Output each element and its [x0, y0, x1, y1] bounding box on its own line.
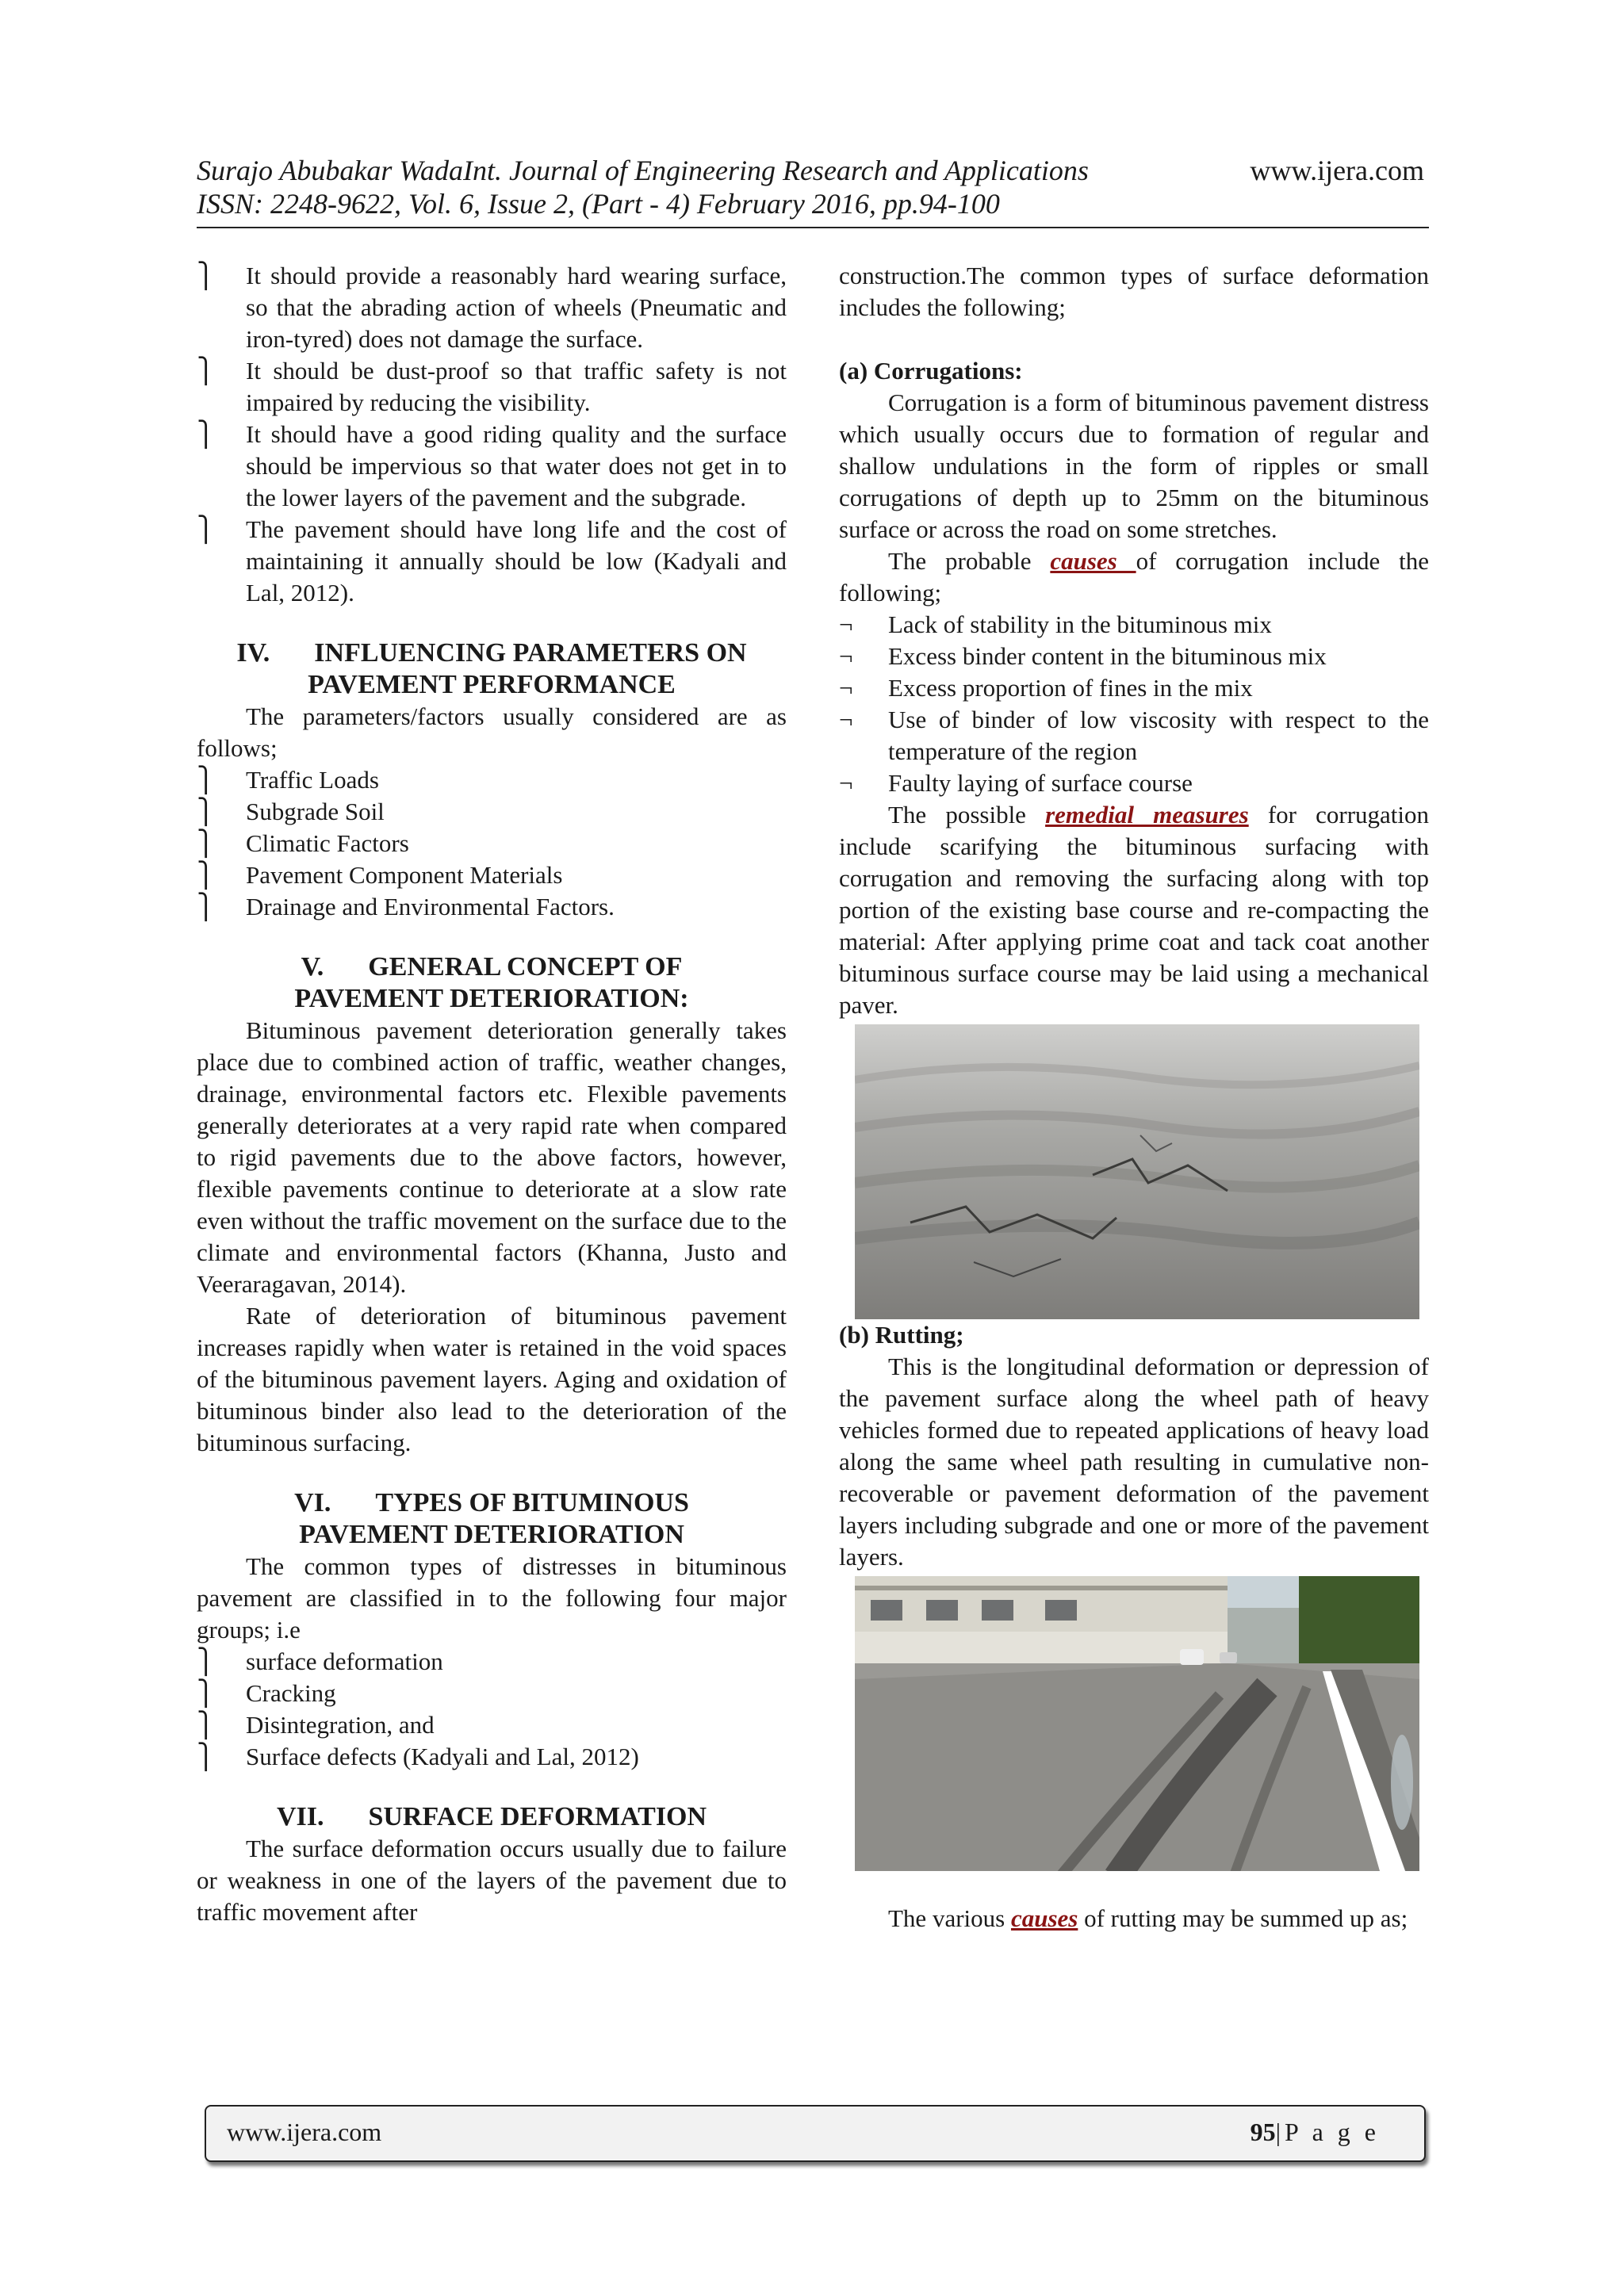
- section-v-paragraph-2: Rate of deterioration of bituminous pavement increases rapidly when water is retained in the void spaces of the bituminous pavement layers. Aging and oxidation of bituminous binder also lead to the deterioration of the bituminous surfacing.: [197, 1302, 787, 1456]
- section-heading-vi: VI. TYPES OF BITUMINOUS PAVEMENT DETERIORATION: [294, 1488, 689, 1549]
- bullet-marker: ⎫: [197, 1679, 216, 1707]
- rutting-definition: This is the longitudinal deformation or depression of the pavement surface along the wheel path of heavy vehicles formed due to repeated applications of heavy load along the same wheel path resulting in cumulative non-recoverable or pavement deformation of the pavement layers including subgrade and one or more of the pavement layers.: [839, 1353, 1429, 1571]
- section-heading-vii: VII. SURFACE DEFORMATION: [276, 1802, 707, 1831]
- bullet-marker: ⎫: [197, 1647, 216, 1675]
- rutting-causes-intro: The various causes of rutting may be summed up as;: [888, 1904, 1408, 1932]
- corrugation-causes-intro: The probable causes of corrugation include the following;: [839, 547, 1429, 607]
- bullet-marker: ⎫: [197, 515, 216, 543]
- list-item: ¬ Use of binder of low viscosity with respect to the temperature of the region: [839, 706, 1429, 765]
- header-issn-line: ISSN: 2248-9622, Vol. 6, Issue 2, (Part - 4) February 2016, pp.94-100: [197, 188, 1000, 220]
- list-item: ¬ Faulty laying of surface course: [839, 767, 1429, 799]
- list-item: ⎫ Pavement Component Materials: [197, 859, 787, 891]
- rutting-photo: [855, 1576, 1419, 1871]
- section-vi-intro: The common types of distresses in bituminous pavement are classified in to the following four major groups; i.e: [197, 1552, 787, 1644]
- section-heading-iv: IV. INFLUENCING PARAMETERS ON PAVEMENT PERFORMANCE: [236, 638, 747, 699]
- list-item: ⎫ Traffic Loads: [197, 764, 787, 796]
- header-journal-line: Surajo Abubakar WadaInt. Journal of Engineering Research and Applications: [197, 155, 1089, 186]
- subsection-heading-rutting: (b) Rutting;: [839, 1321, 964, 1349]
- bullet-marker: ⎫: [197, 766, 216, 794]
- section-iv-intro: The parameters/factors usually considered are as follows;: [197, 702, 787, 762]
- negation-marker: ¬: [839, 674, 853, 702]
- section-vii-paragraph: The surface deformation occurs usually due to failure or weakness in one of the layers of the pavement due to traffic movement after: [197, 1835, 787, 1926]
- bullet-marker: ⎫: [197, 357, 216, 385]
- list-item: ⎫ Climatic Factors: [197, 828, 787, 859]
- bullet-marker: ⎫: [197, 829, 216, 857]
- rutted-road-image: [855, 1576, 1419, 1871]
- list-item: ⎫ It should provide a reasonably hard wearing surface, so that the abrading action of wheels (Pneumatic and iron-tyred) does not damage the surface.: [197, 262, 787, 353]
- bullet-marker: ⎫: [197, 893, 216, 920]
- list-item: ¬ Excess binder content in the bituminous mix: [839, 641, 1429, 672]
- list-item: ⎫ Drainage and Environmental Factors.: [197, 891, 787, 923]
- negation-marker: ¬: [839, 706, 853, 733]
- corrugation-definition: Corrugation is a form of bituminous pavement distress which usually occurs due to formation of regular and shallow undulations in the form of ripples or small corrugations of depth up to 25mm on the bituminous surface or across the road on some stretches.: [839, 388, 1429, 543]
- list-item: ⎫ Subgrade Soil: [197, 796, 787, 828]
- bullet-marker: ⎫: [197, 861, 216, 889]
- bullet-marker: ⎫: [197, 1711, 216, 1739]
- section-v-paragraph-1: Bituminous pavement deterioration generally takes place due to combined action of traffic, weather changes, drainage, environmental factors etc. Flexible pavements generally deteriorates at a very rapid rate when compared to rigid pavements due to the above factors, however, flexible pavements continue to deteriorate at a slow rate even without the traffic movement on the surface due to the climate and environmental factors (Khanna, Justo and Veeraragavan, 2014).: [197, 1016, 787, 1298]
- bullet-marker: ⎫: [197, 1743, 216, 1770]
- list-item: ⎫ Cracking: [197, 1678, 787, 1709]
- footer-url[interactable]: www.ijera.com: [227, 2118, 382, 2146]
- section-heading-v: V. GENERAL CONCEPT OF PAVEMENT DETERIORATION:: [294, 952, 689, 1013]
- keyword-remedial-measures: remedial measures: [1045, 801, 1249, 828]
- subsection-heading-corrugations: (a) Corrugations:: [839, 357, 1023, 385]
- list-item: ⎫ surface deformation: [197, 1646, 787, 1678]
- left-column: [197, 260, 787, 1928]
- page-number: 95|P a g e: [1250, 2118, 1380, 2146]
- list-item: ¬ Lack of stability in the bituminous mix: [839, 609, 1429, 641]
- bullet-marker: ⎫: [197, 798, 216, 825]
- right-column: [839, 260, 1429, 1934]
- negation-marker: ¬: [839, 769, 853, 797]
- list-item: ⎫ The pavement should have long life and the cost of maintaining it annually should be low (Kadyali and Lal, 2012).: [197, 515, 787, 607]
- keyword-causes: causes: [1050, 547, 1136, 575]
- list-item: ⎫ It should have a good riding quality and the surface should be impervious so that water does not get in to the lower layers of the pavement and the subgrade.: [197, 420, 787, 511]
- list-item: ⎫ Disintegration, and: [197, 1709, 787, 1741]
- bullet-marker: ⎫: [197, 420, 216, 448]
- bullet-marker: ⎫: [197, 262, 216, 289]
- corrugation-photo: [855, 1024, 1419, 1319]
- keyword-causes: causes: [1010, 1904, 1078, 1932]
- corrugated-pavement-image: [855, 1024, 1419, 1319]
- corrugation-remedies: The possible remedial measures for corrugation include scarifying the bituminous surfacing with corrugation and removing the surfacing along with top portion of the existing base course and re-compacting the material: After applying prime coat and tack coat another bituminous surface course may be laid using a mechanical paver.: [839, 801, 1429, 1019]
- page-footer: [205, 2105, 1426, 2162]
- continued-paragraph: construction.The common types of surface deformation includes the following;: [839, 262, 1429, 321]
- running-header: [197, 154, 1429, 228]
- list-item: ¬ Excess proportion of fines in the mix: [839, 672, 1429, 704]
- list-item: ⎫ It should be dust-proof so that traffic safety is not impaired by reducing the visibility.: [197, 357, 787, 416]
- header-url[interactable]: www.ijera.com: [1250, 155, 1424, 186]
- list-item: ⎫ Surface defects (Kadyali and Lal, 2012): [197, 1741, 787, 1773]
- negation-marker: ¬: [839, 642, 853, 670]
- negation-marker: ¬: [839, 610, 853, 638]
